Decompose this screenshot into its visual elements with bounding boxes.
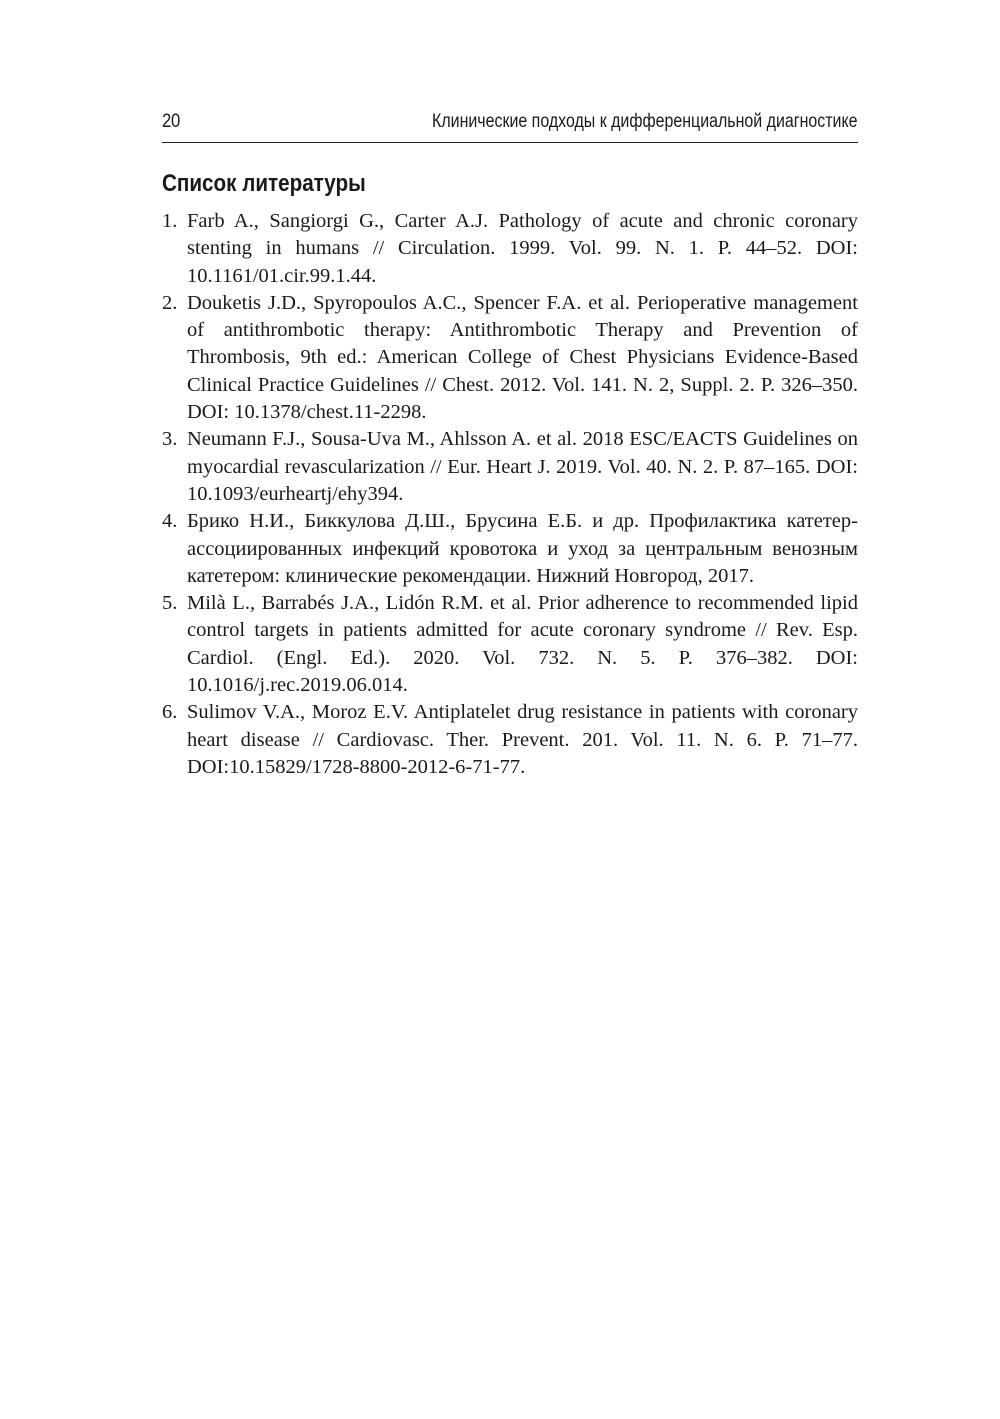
- reference-text: Sulimov V.A., Moroz E.V. Antiplatelet drug resistance in patients with coronary heart disease // Cardiovasc. Ther. Prevent. 201. Vol. 11. N. 6. P. 71–77. DOI:10.15829/1728-8800-2012-6-71-77.: [187, 701, 858, 778]
- reference-text: Neumann F.J., Sousa-Uva M., Ahlsson A. et al. 2018 ESC/EACTS Guidelines on myocardial revascularization // Eur. Heart J. 2019. Vol. 40. N. 2. P. 87–165. DOI: 10.1093/eurheartj/ehy394.: [187, 428, 858, 505]
- reference-text: Douketis J.D., Spyropoulos A.C., Spencer F.A. et al. Perioperative management of antithrombotic therapy: Antithrombotic Therapy and Prevention of Thrombosis, 9th ed.: American College of Chest Physicians Evidence-Based Clinical Practice Guidelines // Chest. 2012. Vol. 141. N. 2, Suppl. 2. P. 326–350. DOI: 10.1378/chest.11-2298.: [187, 291, 858, 424]
- reference-number: 4.: [162, 510, 178, 533]
- reference-text: Брико Н.И., Биккулова Д.Ш., Брусина Е.Б. и др. Профилактика катетер-ассоциированных инфекций кровотока и уход за центральным венозным катетером: клинические рекомендации. Нижний Новгород, 2017.: [187, 510, 858, 587]
- reference-item: [162, 699, 858, 781]
- reference-item: [162, 208, 858, 290]
- reference-number: 5.: [162, 592, 178, 615]
- reference-item: [162, 508, 858, 590]
- section-heading: Список литературы: [162, 170, 366, 197]
- reference-text: Milà L., Barrabés J.A., Lidón R.M. et al. Prior adherence to recommended lipid control targets in patients admitted for acute coronary syndrome // Rev. Esp. Cardiol. (Engl. Ed.). 2020. Vol. 732. N. 5. P. 376–382. DOI: 10.1016/j.rec.2019.06.014.: [187, 592, 858, 697]
- page-number: 20: [162, 111, 181, 132]
- reference-item: [162, 426, 858, 508]
- running-header: [162, 108, 858, 143]
- reference-number: 3.: [162, 428, 178, 451]
- reference-number: 2.: [162, 291, 178, 314]
- reference-text: Farb A., Sangiorgi G., Carter A.J. Pathology of acute and chronic coronary stenting in humans // Circulation. 1999. Vol. 99. N. 1. P. 44–52. DOI: 10.1161/01.cir.99.1.44.: [187, 210, 858, 287]
- reference-list: [162, 208, 858, 781]
- reference-item: [162, 590, 858, 699]
- running-title: Клинические подходы к дифференциальной диагностике: [432, 111, 858, 132]
- reference-item: [162, 290, 858, 426]
- reference-number: 6.: [162, 701, 178, 724]
- reference-number: 1.: [162, 210, 178, 232]
